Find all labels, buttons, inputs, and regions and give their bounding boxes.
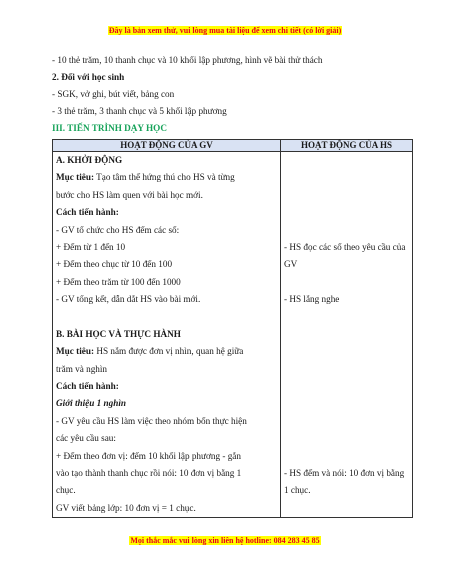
section-a-step: - GV tổ chức cho HS đếm các số: — [56, 224, 180, 235]
section-b-goal-line-2: trăm và nghìn — [56, 363, 108, 374]
section-b-method-label: Cách tiến hành: — [56, 381, 119, 392]
section-b-step: vào tạo thành thanh chục rồi nói: 10 đơn vị bằng 1 — [56, 468, 242, 479]
table-header-row — [53, 140, 413, 152]
student-response: - HS đọc các số theo yêu cầu của — [284, 241, 406, 252]
spacer — [56, 309, 277, 326]
hotline-notice-text: Mọi thắc mắc vui lòng xin liên hệ hotline: 084 283 45 85 — [130, 536, 320, 545]
section-b-step: GV viết bảng lớp: 10 đơn vị = 1 chục. — [56, 502, 196, 513]
section-a-step: + Đếm theo trăm từ 100 đến 1000 — [56, 276, 181, 287]
student-response: - HS lắng nghe — [284, 294, 340, 305]
section-b-step: các yêu cầu sau: — [56, 433, 116, 444]
section-a-title: A. KHỞI ĐỘNG — [56, 155, 123, 165]
student-response: 1 chục. — [284, 485, 311, 496]
section-a-step: - GV tổng kết, dẫn dắt HS vào bài mới. — [56, 294, 201, 305]
section-b-goal-line-1: Mục tiêu: HS nắm được đơn vị nhìn, quan hệ giữa — [56, 346, 244, 357]
teacher-activity-header: HOẠT ĐỘNG CỦA GV — [53, 140, 281, 152]
section-b-step: - GV yêu cầu HS làm việc theo nhóm bốn thực hiện — [56, 415, 247, 426]
student-materials-line-2: - 3 thẻ trăm, 3 thanh chục và 5 khối lập phương — [52, 106, 227, 116]
section-b-step: chục. — [56, 485, 76, 496]
section-heading-process: III. TIẾN TRÌNH DẠY HỌC — [52, 123, 167, 133]
table-row — [53, 152, 413, 518]
document-body — [52, 52, 412, 518]
materials-line: - 10 thẻ trăm, 10 thanh chục và 10 khối lập phương, hình vẽ bài thử thách — [52, 55, 323, 65]
student-materials-heading: 2. Đối với học sinh — [52, 72, 125, 82]
section-a-goal-line-1: Mục tiêu: Tạo tâm thế hứng thú cho HS và từng — [56, 172, 235, 183]
section-b-step: + Đếm theo đơn vị: đếm 10 khối lập phương - gắn — [56, 450, 241, 461]
section-b-subheading: Giới thiệu 1 nghìn — [56, 398, 127, 409]
preview-notice-text: Đây là bản xem thử, vui lòng mua tài liệu để xem chi tiết (có lời giải) — [108, 26, 342, 35]
student-activity-cell — [281, 152, 413, 518]
section-a-method-label: Cách tiến hành: — [56, 207, 119, 218]
student-activity-header: HOẠT ĐỘNG CỦA HS — [281, 140, 413, 152]
hotline-notice-bottom — [0, 536, 450, 545]
section-a-goal-line-2: bước cho HS làm quen với bài học mới. — [56, 189, 203, 200]
section-a-step: + Đếm theo chục từ 10 đến 100 — [56, 259, 173, 270]
student-response: - HS đếm và nói: 10 đơn vị bằng — [284, 468, 405, 479]
student-materials-line-1: - SGK, vở ghi, bút viết, bảng con — [52, 89, 175, 99]
section-a-step: + Đếm từ 1 đến 10 — [56, 241, 126, 252]
student-response: GV — [284, 259, 298, 270]
teacher-activity-cell — [53, 152, 281, 518]
lesson-activity-table — [52, 139, 413, 518]
section-b-title: B. BÀI HỌC VÀ THỰC HÀNH — [56, 328, 181, 339]
preview-notice-top — [0, 26, 450, 35]
